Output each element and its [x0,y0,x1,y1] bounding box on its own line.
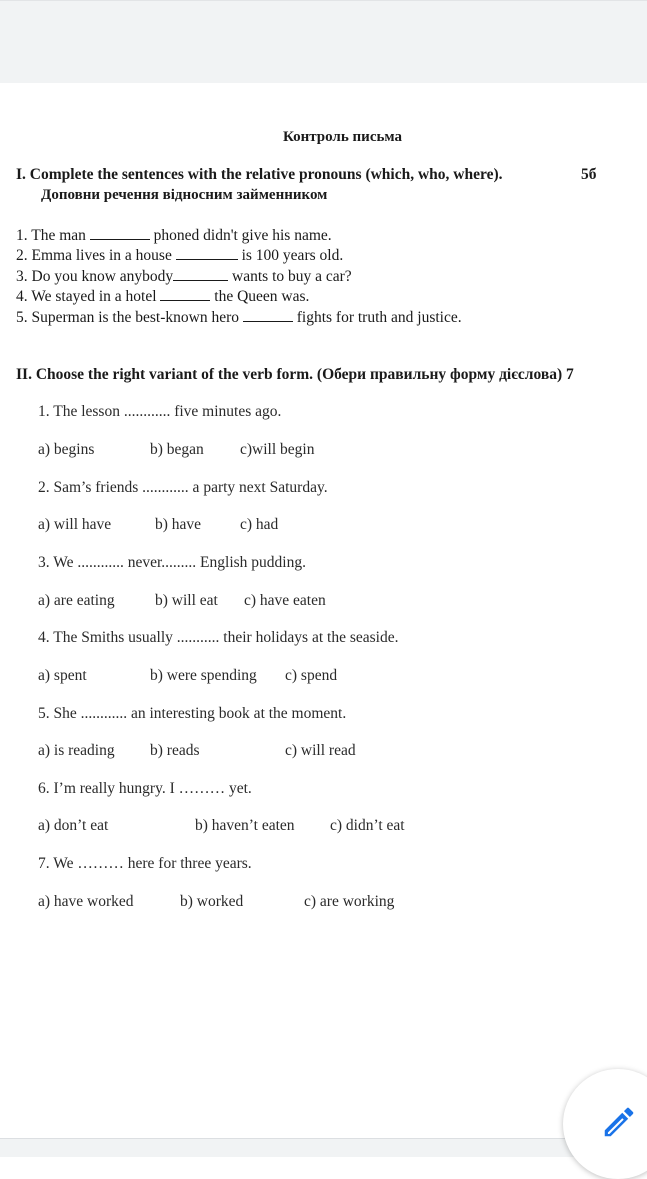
question-3: 3. We ............ never......... English pudding. [38,554,306,571]
line-text-after: fights for truth and justice. [296,309,462,326]
option-5b: b) reads [150,742,200,759]
question-6: 6. I’m really hungry. I ……… yet. [38,780,252,797]
option-2b: b) have [155,516,202,533]
option-5c: c) will read [285,742,356,759]
option-3b: b) will eat [155,592,218,609]
answer-blank [90,238,150,240]
line-text-after: wants to buy a car? [232,268,352,285]
exercise1-line-1 [16,227,332,245]
option-7b: b) worked [180,893,244,910]
section2-heading: II. Choose the right variant of the verb form. (Обери правильну форму дієслова) 7 [16,366,574,383]
option-7c: c) are working [304,893,395,910]
exercise1-line-3 [16,268,352,286]
question-7: 7. We ……… here for three years. [38,855,252,872]
option-4b: b) were spending [150,667,257,684]
line-text-before: 5. Superman is the best-known hero [16,309,239,326]
exercise1-line-4 [16,288,309,306]
line-text-after: the Queen was. [214,288,310,305]
answer-blank [243,320,293,322]
question-1: 1. The lesson ............ five minutes ago. [38,403,282,420]
section1-subheading: Доповни речення відносним займенником [41,187,328,203]
line-text-before: 4. We stayed in a hotel [16,288,157,305]
option-1a: a) begins [38,441,95,458]
line-text-before: 3. Do you know anybody [16,268,174,285]
edit-fab-button[interactable] [563,1069,647,1179]
option-3a: a) are eating [38,592,115,609]
exercise1-line-2 [16,247,343,265]
option-5a: a) is reading [38,742,115,759]
option-6a: a) don’t eat [38,817,109,834]
line-text-after: is 100 years old. [241,247,344,264]
option-7a: a) have worked [38,893,134,910]
option-6b: b) haven’t eaten [195,817,295,834]
question-2: 2. Sam’s friends ............ a party next Saturday. [38,479,328,496]
question-5: 5. She ............ an interesting book at the moment. [38,705,347,722]
option-1b: b) began [150,441,204,458]
option-4c: c) spend [285,667,338,684]
document-title: Контроль письма [282,129,403,145]
option-3c: c) have eaten [244,592,326,609]
exercise1-line-5 [16,309,462,327]
bottom-bar [0,1138,647,1157]
section1-points: 5б [581,166,597,183]
option-1c: c)will begin [240,441,315,458]
answer-blank [160,299,210,301]
pencil-icon [600,1103,638,1141]
answer-blank [173,279,228,281]
option-2c: c) had [240,516,279,533]
option-4a: a) spent [38,667,87,684]
line-text-after: phoned didn't give his name. [153,227,332,244]
line-text-before: 1. The man [16,227,86,244]
top-toolbar-area [0,0,647,83]
answer-blank [176,258,238,260]
question-4: 4. The Smiths usually ........... their holidays at the seaside. [38,629,399,646]
section1-heading: I. Complete the sentences with the relative pronouns (which, who, where). [16,166,503,183]
line-text-before: 2. Emma lives in a house [16,247,172,264]
option-6c: c) didn’t eat [330,817,405,834]
option-2a: a) will have [38,516,112,533]
